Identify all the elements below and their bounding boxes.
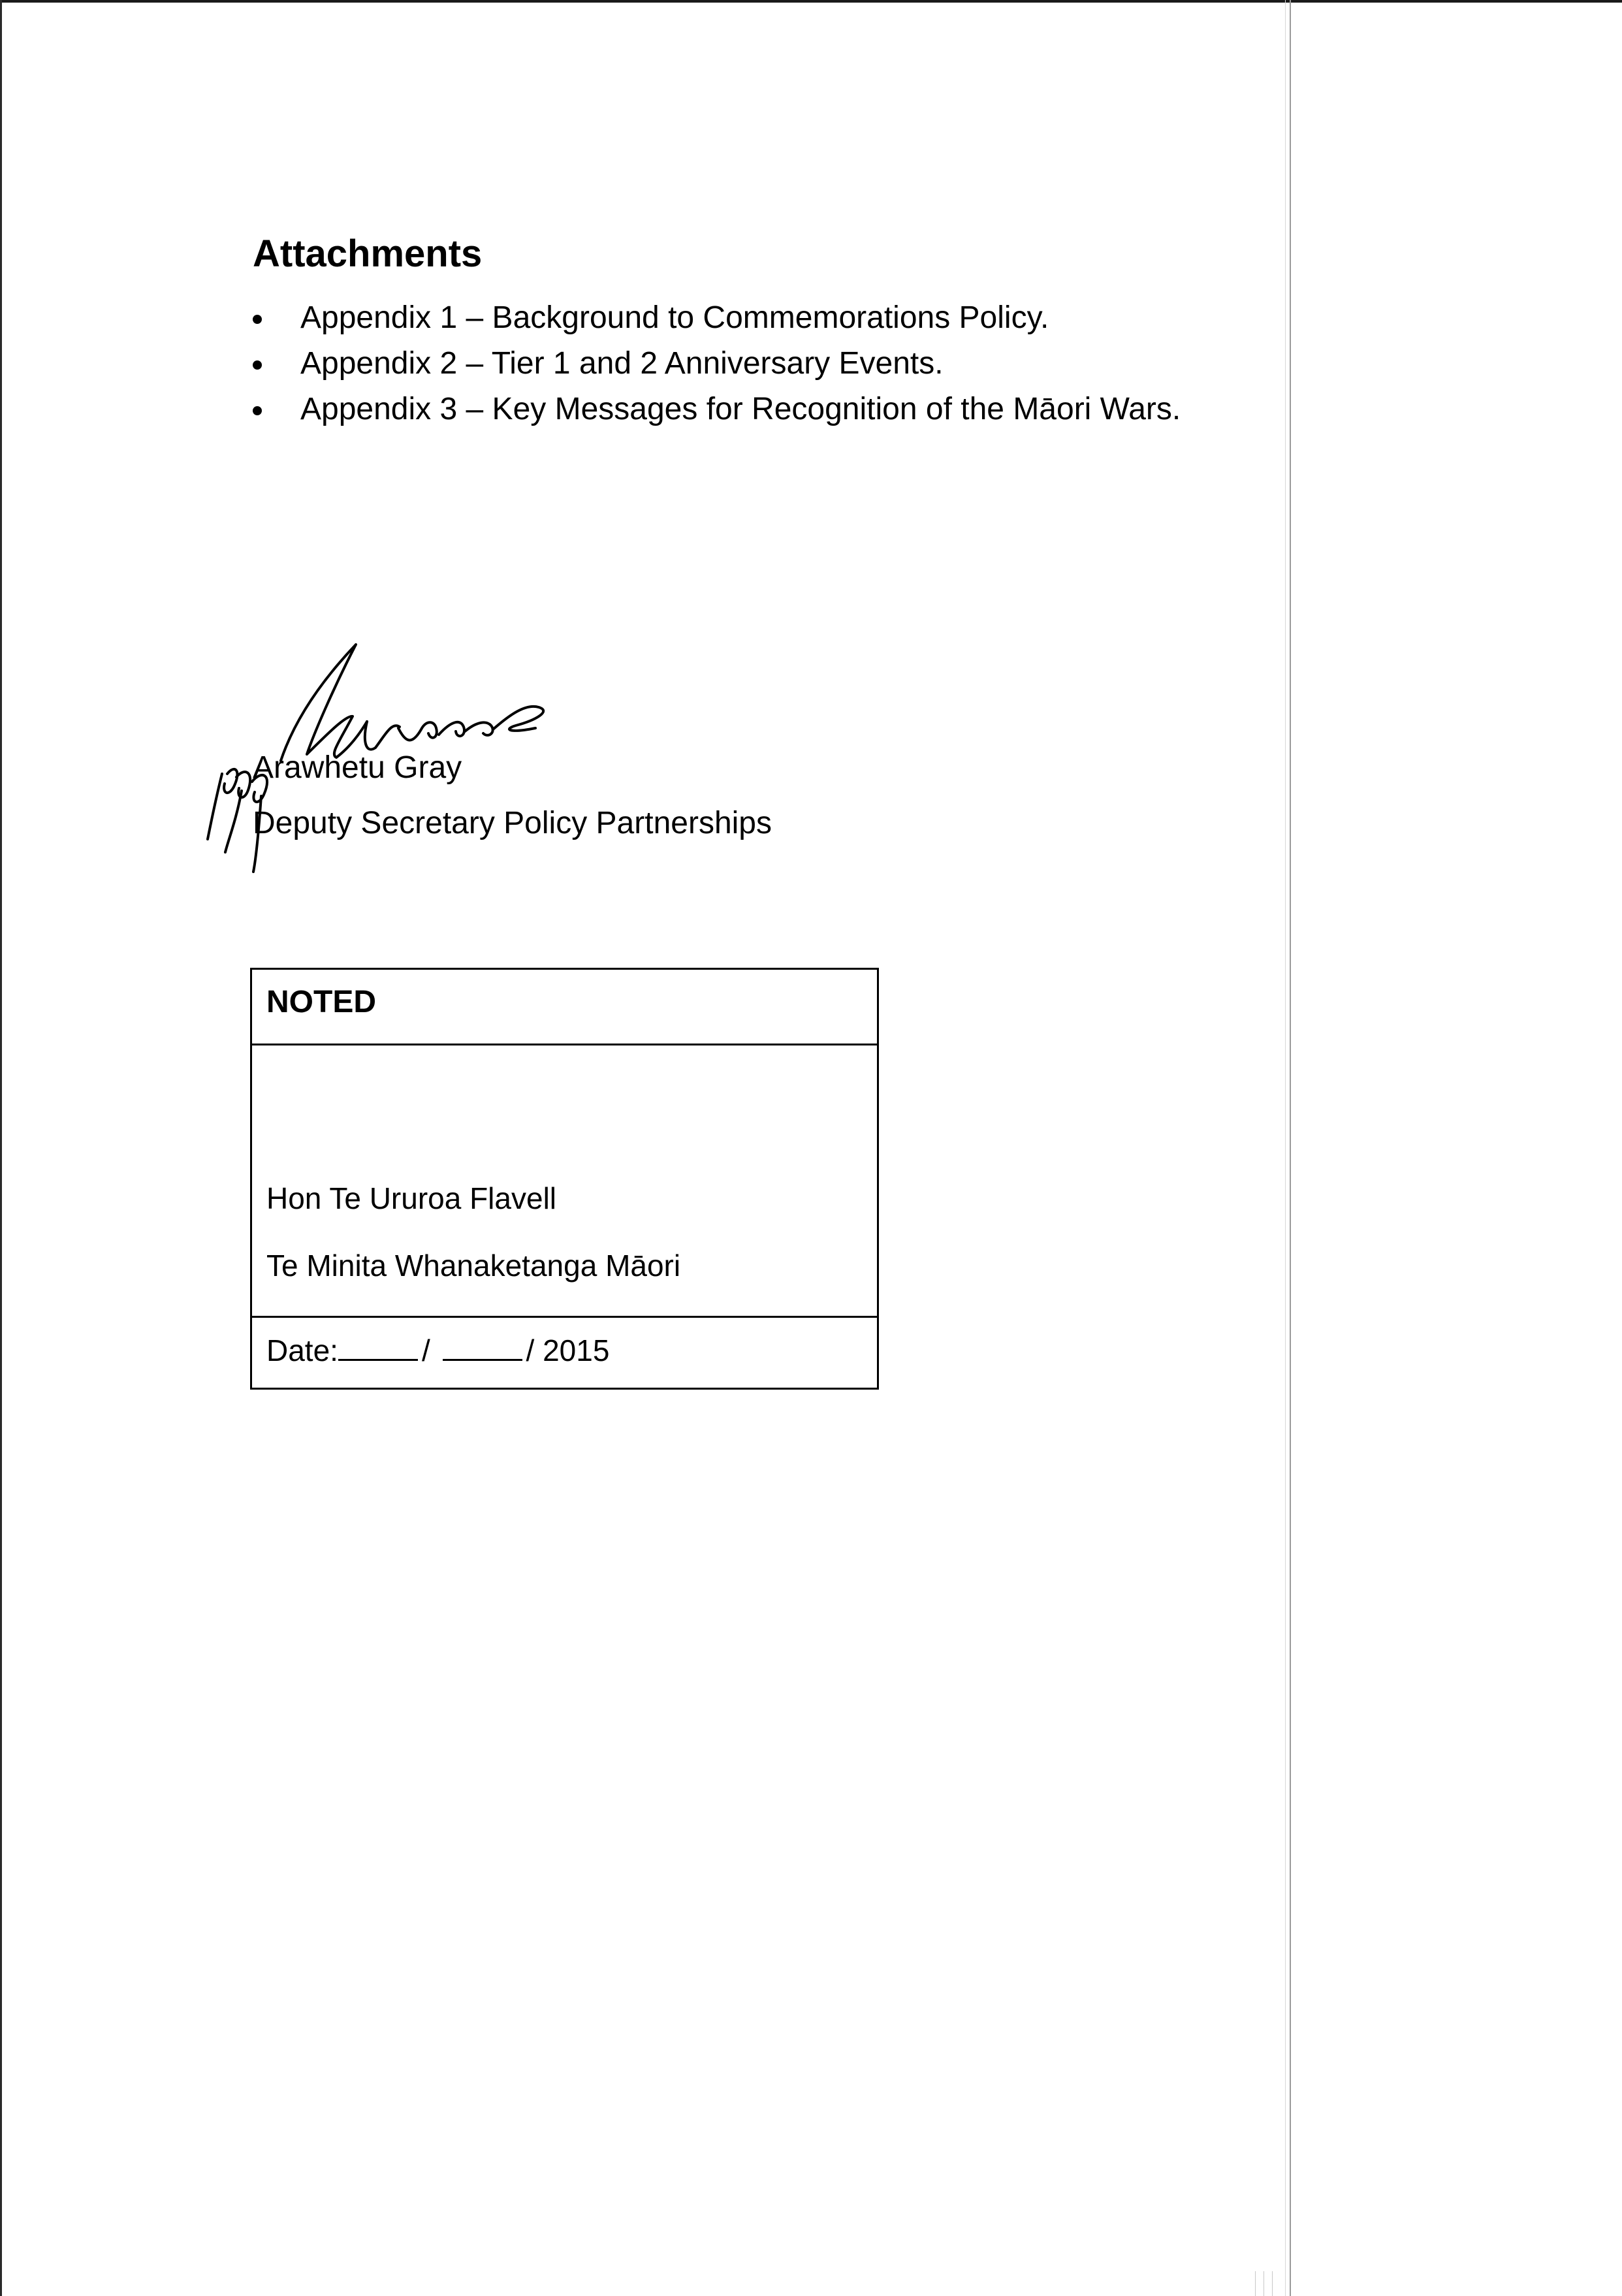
bullet-icon	[253, 406, 262, 415]
date-label: Date:	[266, 1333, 338, 1367]
date-separator: /	[421, 1333, 430, 1367]
date-field	[266, 1331, 609, 1370]
attachments-heading: Attachments	[253, 232, 483, 275]
date-separator: /	[526, 1333, 535, 1367]
scan-artifact-tick	[1272, 2271, 1273, 2296]
scan-artifact-line	[1290, 0, 1291, 2296]
noted-signature-area	[252, 1045, 877, 1318]
page-border-top	[0, 0, 1622, 3]
attachment-item	[253, 341, 1271, 387]
minister-name: Hon Te Ururoa Flavell	[266, 1181, 557, 1215]
attachment-item	[253, 295, 1271, 341]
noted-box	[250, 968, 879, 1390]
scan-artifact-tick	[1255, 2271, 1256, 2296]
date-row	[252, 1318, 877, 1388]
date-day-blank[interactable]	[338, 1333, 418, 1361]
page-border-left	[0, 0, 2, 2296]
date-year: 2015	[543, 1333, 610, 1367]
signatory-name: Arawhetu Gray	[253, 750, 462, 785]
noted-header	[252, 970, 877, 1045]
attachment-item	[253, 387, 1271, 432]
attachment-item-label: Appendix 1 – Background to Commemorations Policy.	[300, 300, 1049, 335]
handwritten-signature	[196, 643, 614, 878]
attachment-item-label: Appendix 3 – Key Messages for Recognition of the Māori Wars.	[300, 392, 1181, 426]
date-month-blank[interactable]	[443, 1333, 522, 1361]
minister-title: Te Minita Whanaketanga Māori	[266, 1249, 681, 1283]
signatory-title: Deputy Secretary Policy Partnerships	[253, 806, 772, 840]
bullet-icon	[253, 315, 262, 324]
scan-artifact-line-faint	[1285, 0, 1286, 2296]
attachments-list	[253, 295, 1271, 432]
attachment-item-label: Appendix 2 – Tier 1 and 2 Anniversary Events.	[300, 346, 944, 381]
noted-heading: NOTED	[266, 985, 376, 1019]
bullet-icon	[253, 360, 262, 370]
